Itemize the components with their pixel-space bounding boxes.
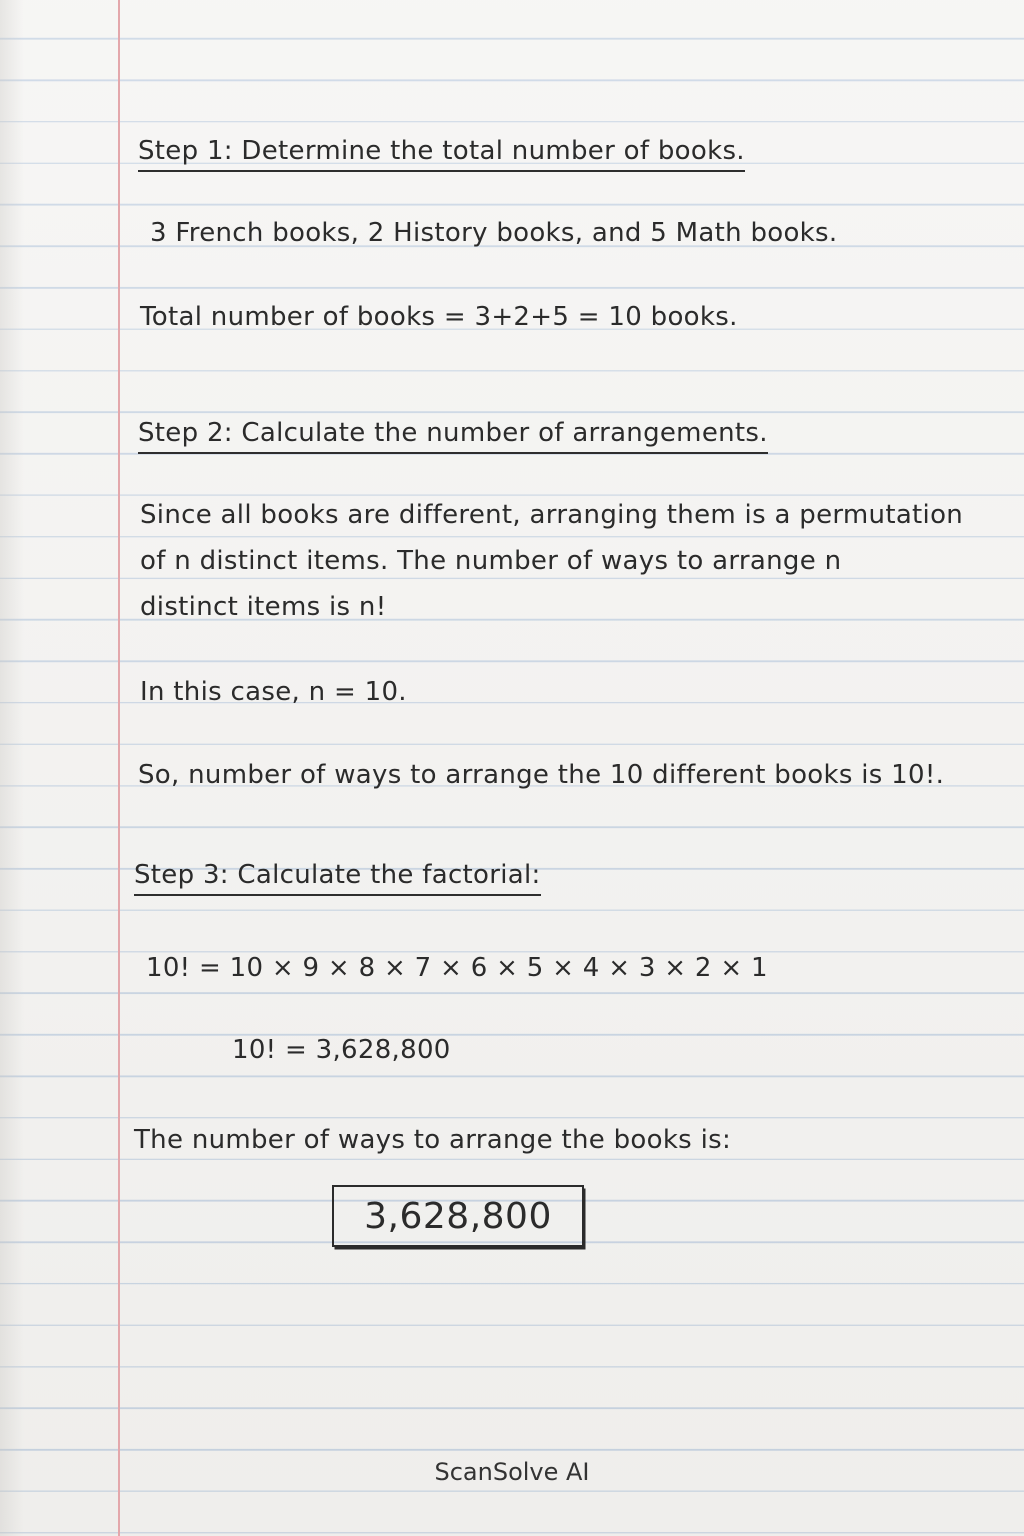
factorial-result: 10! = 3,628,800 <box>232 1035 451 1065</box>
step2-paragraph-line1: Since all books are different, arranging them is a permutation <box>140 500 964 530</box>
step2-paragraph-line3: distinct items is n! <box>140 592 387 622</box>
step2-conclusion: So, number of ways to arrange the 10 different books is 10!. <box>138 760 945 790</box>
step1-books-list: 3 French books, 2 History books, and 5 Math books. <box>150 218 838 248</box>
step3-heading: Step 3: Calculate the factorial: <box>134 860 541 896</box>
margin-line <box>118 0 120 1536</box>
factorial-expansion: 10! = 10 × 9 × 8 × 7 × 6 × 5 × 4 × 3 × 2 × 1 <box>146 953 768 983</box>
answer-intro: The number of ways to arrange the books is: <box>134 1125 732 1155</box>
step2-heading: Step 2: Calculate the number of arrangements. <box>138 418 768 454</box>
step2-case: In this case, n = 10. <box>140 677 407 707</box>
footer-brand: ScanSolve AI <box>434 1458 590 1486</box>
answer-box: 3,628,800 <box>332 1185 584 1247</box>
step1-total: Total number of books = 3+2+5 = 10 books. <box>140 302 738 332</box>
step2-paragraph-line2: of n distinct items. The number of ways to arrange n <box>140 546 842 576</box>
step1-heading: Step 1: Determine the total number of books. <box>138 136 745 172</box>
page-edge-shadow <box>0 0 24 1536</box>
